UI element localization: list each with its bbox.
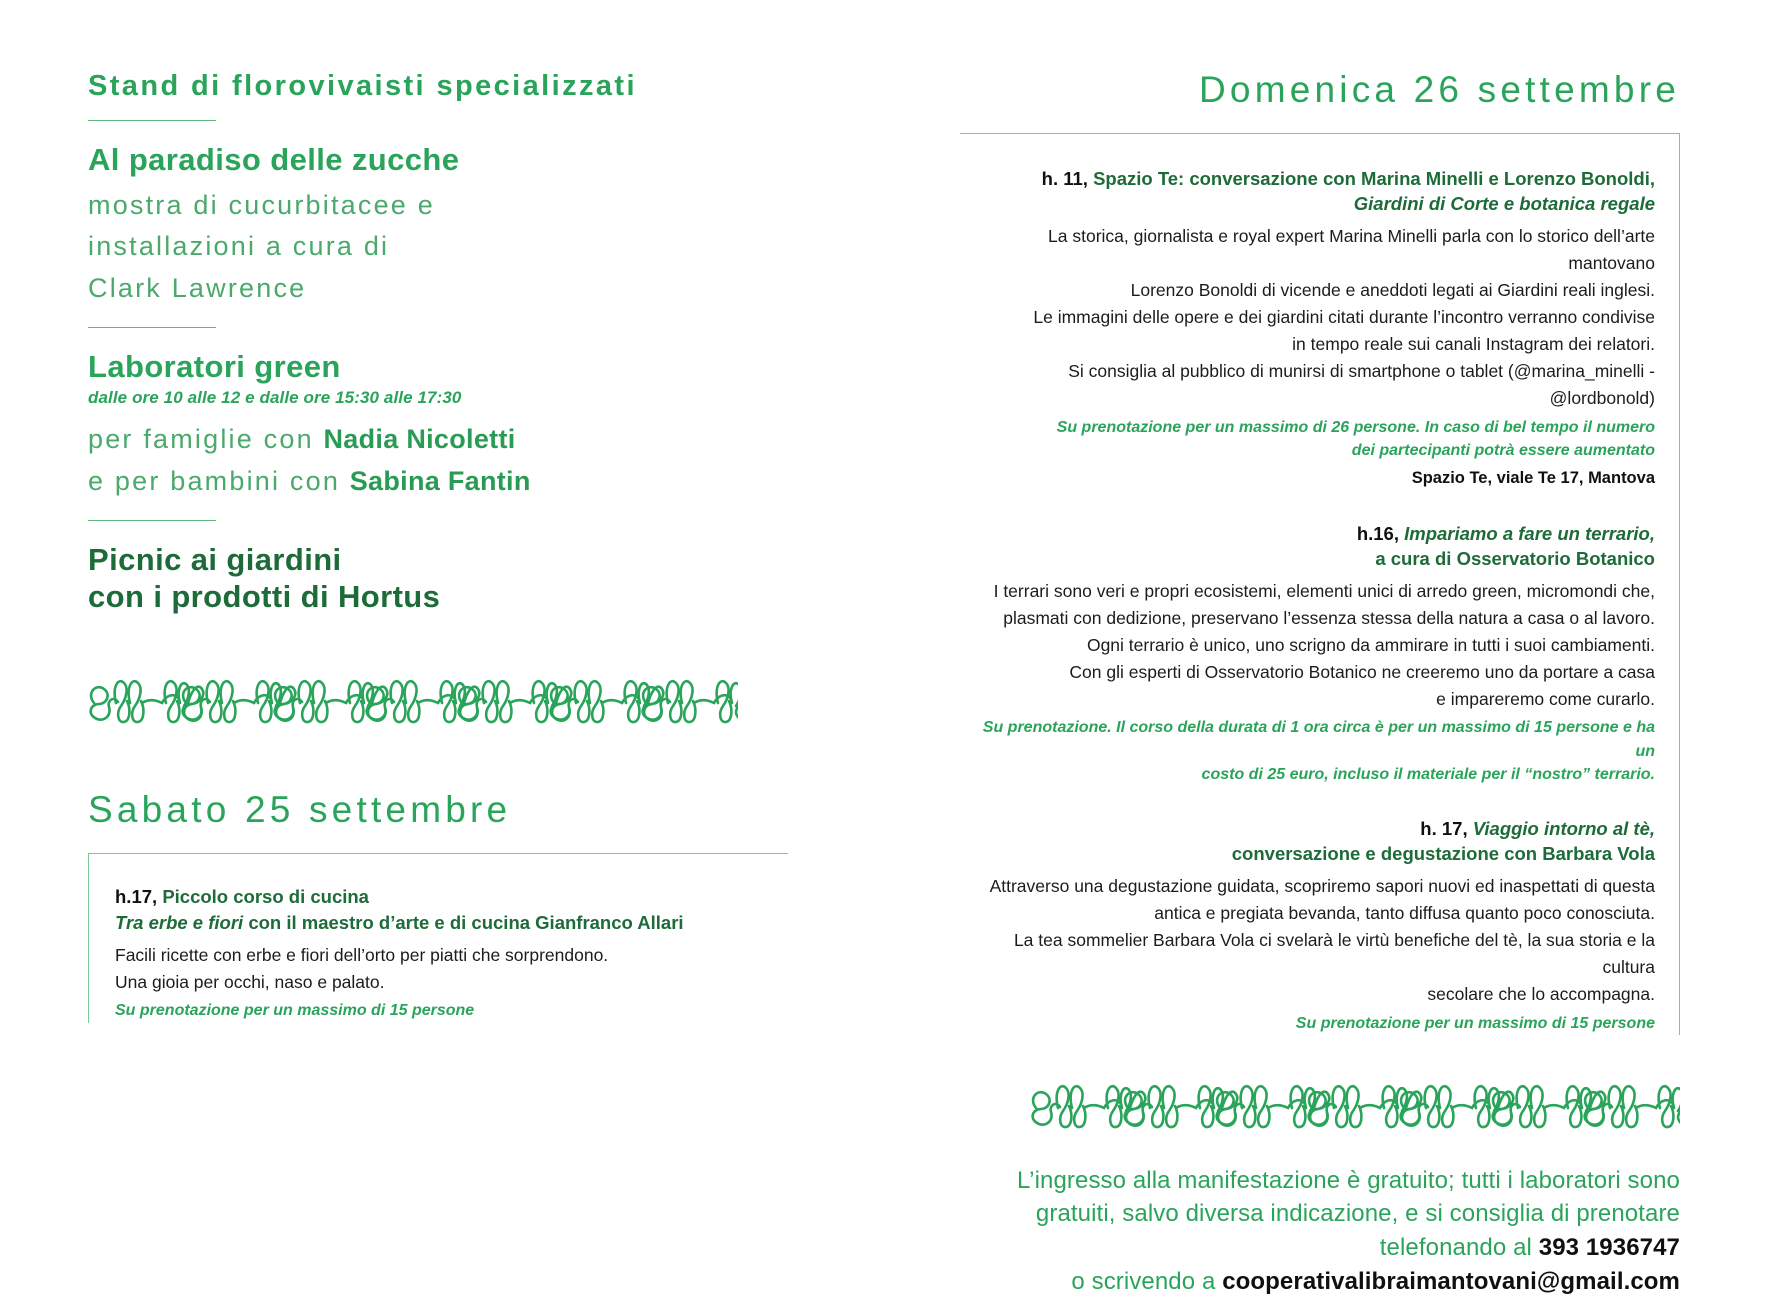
sabato-event-headline <box>115 884 788 910</box>
ornament-divider-right <box>960 1075 1680 1138</box>
divider-rule-1 <box>88 120 216 121</box>
event-2-body-line-2: plasmati con dedizione, preservano l’essenza stessa della natura a casa o al lavoro. <box>1003 607 1655 628</box>
sabato-event-frame <box>88 853 788 1022</box>
laboratori-famiglie-name: Nadia Nicoletti <box>323 424 516 455</box>
event-1-notes <box>960 416 1655 462</box>
event-2-note-line-1: Su prenotazione. Il corso della durata di 1 ora circa è per un massimo di 15 persone e ha un <box>982 719 1655 760</box>
event-1-body-line-4: in tempo reale sui canali Instagram dei relatori. <box>1292 334 1655 355</box>
laboratori-bambini-line <box>88 461 788 503</box>
event-2-body-line-3: Ogni terrario è unico, uno scrigno da ammirare in tutti i suoi cambiamenti. <box>1086 635 1655 655</box>
picnic-line-1: Picnic ai giardini <box>88 542 342 578</box>
footer-email-prefix: o scrivendo a <box>1071 1267 1223 1295</box>
picnic-section <box>88 541 788 615</box>
event-2-comma: , <box>1393 522 1399 544</box>
footer-line-1: L’ingresso alla manifestazione è gratuito; tutti i laboratori sono <box>1017 1166 1680 1194</box>
event-3-title-second-line: conversazione e degustazione con Barbara Vola <box>1231 843 1655 865</box>
event-1-headline <box>960 166 1655 192</box>
zucche-line-3: Clark Lawrence <box>88 273 307 304</box>
laboratori-time: dalle ore 10 alle 12 e dalle ore 15:30 alle 17:30 <box>88 388 462 408</box>
event-1-title: Spazio Te: conversazione con Marina Minelli e Lorenzo Bonoldi, <box>1093 167 1655 189</box>
event-1-note-line-1: Su prenotazione per un massimo di 26 persone. In caso di bel tempo il numero <box>1056 418 1655 436</box>
sabato-event-subtitle <box>115 910 788 936</box>
event-3-notes <box>960 1012 1655 1035</box>
event-2-title-second-line: a cura di Osservatorio Botanico <box>1375 548 1655 570</box>
event-2-body-line-1: I terrari sono veri e propri ecosistemi, elementi unici di arredo green, micromondi che, <box>993 580 1655 601</box>
sabato-event-note: Su prenotazione per un massimo di 15 persone <box>115 1002 475 1020</box>
footer-phone-prefix: telefonando al <box>1379 1233 1539 1261</box>
divider-rule-3 <box>88 520 216 521</box>
event-2-hour: h.16 <box>1356 522 1394 544</box>
sabato-event-title: Piccolo corso di cucina <box>162 886 369 908</box>
footer-email-address[interactable]: cooperativalibraimantovani@gmail.com <box>1222 1267 1680 1295</box>
event-1-title-italic <box>960 191 1655 217</box>
footer-phone-number[interactable]: 393 1936747 <box>1538 1233 1680 1261</box>
zucche-title: Al paradiso delle zucche <box>88 142 460 178</box>
divider-rule-2 <box>88 327 216 328</box>
event-2-headline <box>960 521 1655 547</box>
footer-info <box>960 1164 1680 1298</box>
event-1-title-italic-text: Giardini di Corte e botanica regale <box>1353 193 1655 215</box>
laboratori-famiglie-line <box>88 419 788 461</box>
floral-flourish-ornament <box>88 670 738 728</box>
event-2-notes <box>960 716 1655 786</box>
left-column <box>88 70 788 1023</box>
picnic-line-2: con i prodotti di Hortus <box>88 579 441 615</box>
sabato-event-body-line-2: Una gioia per occhi, naso e palato. <box>115 972 385 993</box>
domenica-events-frame <box>960 133 1680 1035</box>
event-1-body <box>960 223 1655 413</box>
footer-line-2: gratuiti, salvo diversa indicazione, e si consiglia di prenotare <box>1035 1200 1680 1228</box>
event-2-note-line-2: costo di 25 euro, incluso il materiale per il “nostro” terrario. <box>1201 765 1655 783</box>
event-3-body-line-2: antica e pregiata bevanda, tanto diffusa quanto poco conosciuta. <box>1154 903 1655 924</box>
domenica-event-2 <box>960 521 1655 786</box>
laboratori-bambini-prefix: e per bambini con <box>88 466 350 497</box>
event-2-title-italic: Impariamo a fare un terrario, <box>1404 522 1655 544</box>
event-1-note-line-2: dei partecipanti potrà essere aumentato <box>1351 441 1655 459</box>
domenica-event-1 <box>960 166 1655 491</box>
event-3-body-line-4: secolare che lo accompagna. <box>1427 984 1655 1005</box>
laboratori-bambini-name: Sabina Fantin <box>349 466 531 497</box>
sabato-event-body-line-1: Facili ricette con erbe e fiori dell’orto per piatti che sorprendono. <box>115 945 609 966</box>
event-2-body <box>960 578 1655 714</box>
domenica-event-3 <box>960 816 1655 1035</box>
event-3-body-line-1: Attraverso una degustazione guidata, scopriremo sapori nuovi ed inaspettati di questa <box>989 875 1655 896</box>
sabato-section <box>88 790 788 1022</box>
event-1-hour: h. 11 <box>1041 167 1083 189</box>
zucche-line-1: mostra di cucurbitacee e <box>88 189 435 220</box>
sabato-event-subtitle-italic: Tra erbe e fiori <box>115 911 244 933</box>
zucche-section <box>88 141 788 310</box>
event-2-body-line-4: Con gli esperti di Osservatorio Botanico ne creeremo uno da portare a casa <box>1069 662 1655 683</box>
zucche-line-2: installazioni a cura di <box>88 231 390 262</box>
event-2-body-line-5: e impareremo come curarlo. <box>1436 689 1655 710</box>
sabato-event-comma: , <box>152 886 158 908</box>
laboratori-famiglie-prefix: per famiglie con <box>88 424 324 455</box>
event-1-body-line-1: La storica, giornalista e royal expert Marina Minelli parla con lo storico dell’arte mantovano <box>1048 225 1655 273</box>
event-3-body-line-3: La tea sommelier Barbara Vola ci svelarà le virtù benefiche del tè, la sua storia e la cultura <box>1013 930 1655 978</box>
right-column <box>960 70 1680 1298</box>
sabato-event-subtitle-rest: con il maestro d’arte e di cucina Gianfranco Allari <box>243 911 684 933</box>
event-1-comma: , <box>1082 167 1088 189</box>
event-1-body-line-3: Le immagini delle opere e dei giardini citati durante l’incontro verranno condivise <box>1033 307 1655 328</box>
laboratori-section <box>88 348 788 503</box>
event-3-hour: h. 17 <box>1420 817 1463 839</box>
sabato-event-body <box>115 942 788 996</box>
event-3-body <box>960 873 1655 1009</box>
event-3-comma: , <box>1462 817 1468 839</box>
event-1-body-line-5: Si consiglia al pubblico di munirsi di smartphone o tablet (@marina_minelli - @lordbonold) <box>1068 361 1655 409</box>
footer-line-3 <box>960 1231 1680 1265</box>
sabato-day-title: Sabato 25 settembre <box>88 789 512 831</box>
floral-flourish-ornament <box>1030 1075 1680 1133</box>
stand-heading: Stand di florovivaisti specializzati <box>88 70 637 102</box>
sabato-event-hour: h.17 <box>115 886 153 908</box>
event-3-note-line-1: Su prenotazione per un massimo di 15 persone <box>1295 1014 1655 1032</box>
event-3-headline <box>960 816 1655 842</box>
ornament-divider-left <box>88 670 788 728</box>
domenica-day-title: Domenica 26 settembre <box>1199 69 1680 110</box>
footer-line-4 <box>960 1265 1680 1298</box>
event-1-body-line-2: Lorenzo Bonoldi di vicende e aneddoti legati ai Giardini reali inglesi. <box>1130 279 1655 300</box>
event-3-title-italic: Viaggio intorno al tè, <box>1472 817 1655 839</box>
event-1-place: Spazio Te, viale Te 17, Mantova <box>1411 468 1655 487</box>
laboratori-title: Laboratori green <box>88 349 341 385</box>
